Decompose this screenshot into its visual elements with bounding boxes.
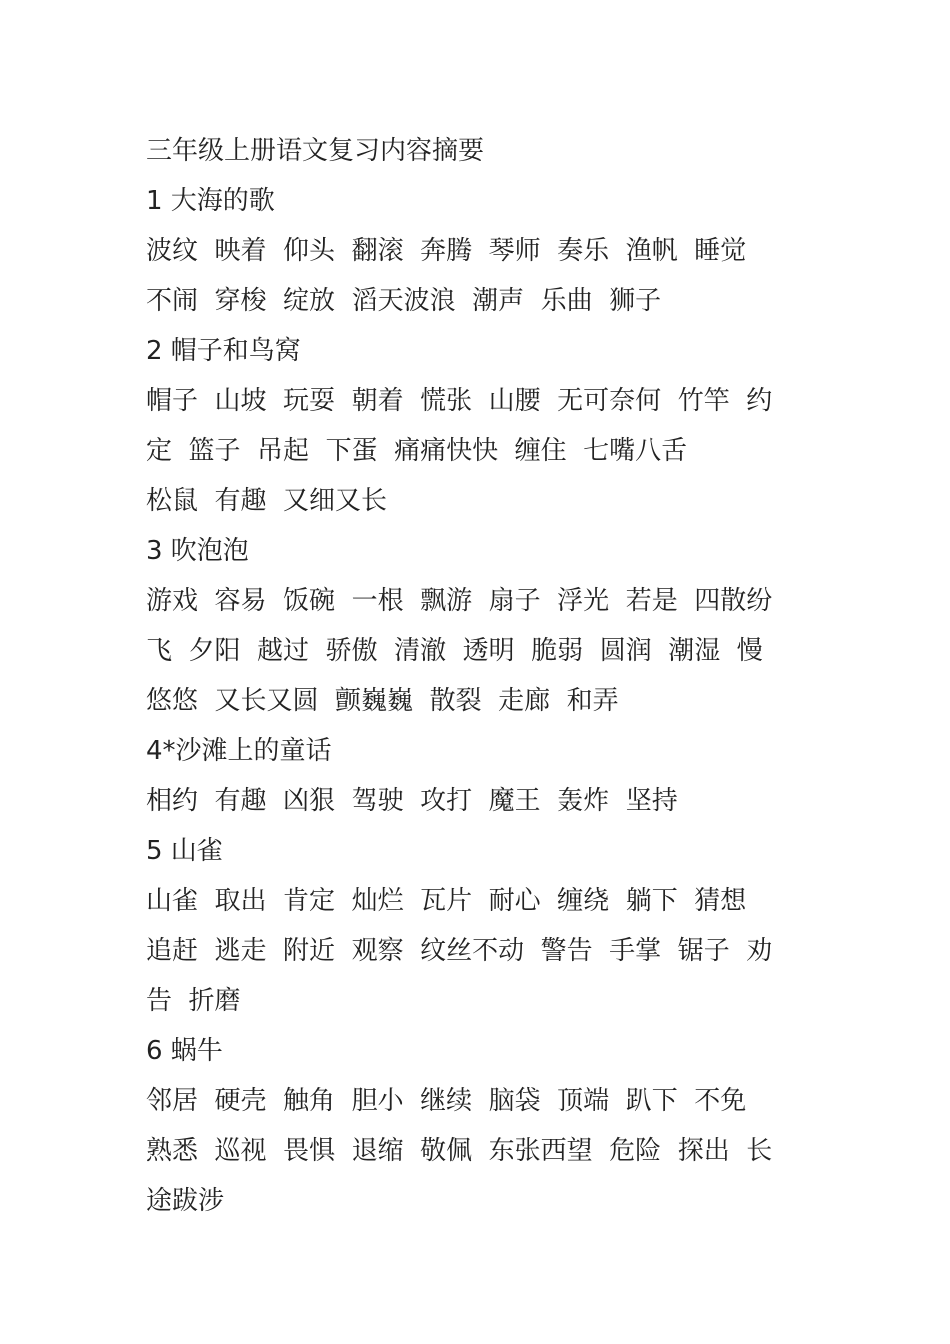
section-heading: 6 蜗牛 [146,1036,223,1066]
vocabulary-line: 追赶 逃走 附近 观察 纹丝不动 警告 手掌 锯子 劝 [146,936,773,966]
vocabulary-line: 游戏 容易 饭碗 一根 飘游 扇子 浮光 若是 四散纷 [146,586,773,616]
vocabulary-line: 悠悠 又长又圆 颤巍巍 散裂 走廊 和弄 [146,686,619,716]
section-heading: 4*沙滩上的童话 [146,736,332,766]
section-heading: 1 大海的歌 [146,186,275,216]
section-heading: 5 山雀 [146,836,223,866]
vocabulary-line: 途跋涉 [146,1186,225,1216]
vocabulary-line: 帽子 山坡 玩耍 朝着 慌张 山腰 无可奈何 竹竿 约 [146,386,773,416]
section-heading: 2 帽子和鸟窝 [146,336,301,366]
vocabulary-line: 相约 有趣 凶狠 驾驶 攻打 魔王 轰炸 坚持 [146,786,678,816]
vocabulary-line: 山雀 取出 肯定 灿烂 瓦片 耐心 缠绕 躺下 猜想 [146,886,747,916]
document-title: 三年级上册语文复习内容摘要 [146,136,485,166]
vocabulary-line: 不闹 穿梭 绽放 滔天波浪 潮声 乐曲 狮子 [146,286,662,316]
vocabulary-line: 松鼠 有趣 又细又长 [146,486,388,516]
vocabulary-line: 熟悉 巡视 畏惧 退缩 敬佩 东张西望 危险 探出 长 [146,1136,773,1166]
vocabulary-line: 飞 夕阳 越过 骄傲 清澈 透明 脆弱 圆润 潮湿 慢 [146,636,763,666]
vocabulary-line: 告 折磨 [146,986,241,1016]
vocabulary-line: 波纹 映着 仰头 翻滚 奔腾 琴师 奏乐 渔帆 睡觉 [146,236,747,266]
section-heading: 3 吹泡泡 [146,536,249,566]
document-body [146,126,806,1226]
vocabulary-line: 邻居 硬壳 触角 胆小 继续 脑袋 顶端 趴下 不免 [146,1086,747,1116]
vocabulary-line: 定 篮子 吊起 下蛋 痛痛快快 缠住 七嘴八舌 [146,436,688,466]
